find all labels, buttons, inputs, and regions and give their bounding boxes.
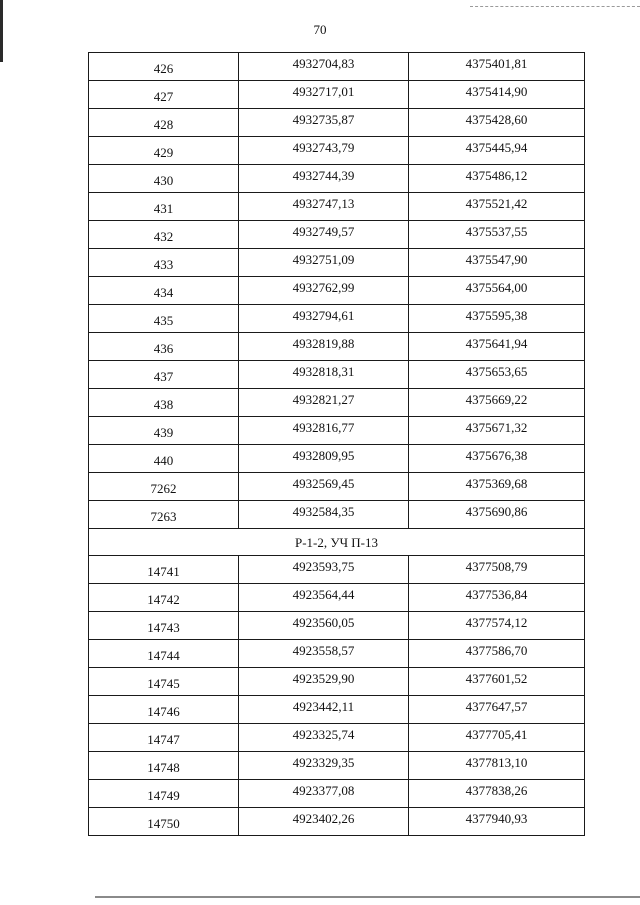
coordinate-x: 4932794,61 bbox=[239, 305, 409, 333]
table-row bbox=[89, 501, 585, 529]
table-row bbox=[89, 361, 585, 389]
point-number: 14746 bbox=[89, 696, 239, 724]
coordinate-y: 4377574,12 bbox=[409, 612, 585, 640]
table-row bbox=[89, 389, 585, 417]
coordinate-x: 4923560,05 bbox=[239, 612, 409, 640]
table-row bbox=[89, 473, 585, 501]
coordinate-x: 4932747,13 bbox=[239, 193, 409, 221]
point-number: 14747 bbox=[89, 724, 239, 752]
table-row bbox=[89, 752, 585, 780]
coordinate-x: 4932821,27 bbox=[239, 389, 409, 417]
coordinate-x: 4932751,09 bbox=[239, 249, 409, 277]
coordinate-x: 4932809,95 bbox=[239, 445, 409, 473]
table-row bbox=[89, 640, 585, 668]
coordinate-y: 4377705,41 bbox=[409, 724, 585, 752]
point-number: 428 bbox=[89, 109, 239, 137]
point-number: 431 bbox=[89, 193, 239, 221]
coordinate-y: 4375595,38 bbox=[409, 305, 585, 333]
coordinate-x: 4923402,26 bbox=[239, 808, 409, 836]
coordinate-x: 4923329,35 bbox=[239, 752, 409, 780]
table-row bbox=[89, 137, 585, 165]
point-number: 14749 bbox=[89, 780, 239, 808]
coordinate-y: 4375486,12 bbox=[409, 165, 585, 193]
point-number: 437 bbox=[89, 361, 239, 389]
coordinate-y: 4375401,81 bbox=[409, 53, 585, 81]
table-row bbox=[89, 780, 585, 808]
coordinate-y: 4375547,90 bbox=[409, 249, 585, 277]
point-number: 427 bbox=[89, 81, 239, 109]
coordinate-y: 4375414,90 bbox=[409, 81, 585, 109]
point-number: 7263 bbox=[89, 501, 239, 529]
table-row bbox=[89, 556, 585, 584]
coordinate-x: 4923593,75 bbox=[239, 556, 409, 584]
coordinate-y: 4375564,00 bbox=[409, 277, 585, 305]
coordinate-x: 4932816,77 bbox=[239, 417, 409, 445]
section-title: Р-1-2, УЧ П-13 bbox=[89, 529, 585, 556]
point-number: 434 bbox=[89, 277, 239, 305]
point-number: 429 bbox=[89, 137, 239, 165]
coordinate-x: 4932744,39 bbox=[239, 165, 409, 193]
coordinate-y: 4375428,60 bbox=[409, 109, 585, 137]
table-row bbox=[89, 584, 585, 612]
coordinate-y: 4375653,65 bbox=[409, 361, 585, 389]
point-number: 14748 bbox=[89, 752, 239, 780]
table-row bbox=[89, 165, 585, 193]
coordinate-x: 4932762,99 bbox=[239, 277, 409, 305]
table-row bbox=[89, 612, 585, 640]
coordinate-x: 4932818,31 bbox=[239, 361, 409, 389]
table-row bbox=[89, 277, 585, 305]
coordinate-y: 4375676,38 bbox=[409, 445, 585, 473]
page-number: 70 bbox=[313, 22, 327, 37]
coordinate-y: 4377586,70 bbox=[409, 640, 585, 668]
coordinate-x: 4932717,01 bbox=[239, 81, 409, 109]
coordinates-table bbox=[88, 52, 585, 836]
table-row bbox=[89, 81, 585, 109]
coordinate-x: 4923377,08 bbox=[239, 780, 409, 808]
coordinate-y: 4377838,26 bbox=[409, 780, 585, 808]
coordinate-y: 4377601,52 bbox=[409, 668, 585, 696]
point-number: 426 bbox=[89, 53, 239, 81]
coordinate-y: 4375369,68 bbox=[409, 473, 585, 501]
coordinate-y: 4377536,84 bbox=[409, 584, 585, 612]
scan-edge-top bbox=[470, 6, 640, 7]
table-row bbox=[89, 417, 585, 445]
point-number: 14745 bbox=[89, 668, 239, 696]
point-number: 432 bbox=[89, 221, 239, 249]
point-number: 14742 bbox=[89, 584, 239, 612]
table-row bbox=[89, 808, 585, 836]
table-row bbox=[89, 221, 585, 249]
coordinate-y: 4377508,79 bbox=[409, 556, 585, 584]
point-number: 438 bbox=[89, 389, 239, 417]
point-number: 433 bbox=[89, 249, 239, 277]
coordinate-x: 4923442,11 bbox=[239, 696, 409, 724]
coordinate-x: 4932704,83 bbox=[239, 53, 409, 81]
coordinate-x: 4932735,87 bbox=[239, 109, 409, 137]
coordinate-x: 4932743,79 bbox=[239, 137, 409, 165]
point-number: 440 bbox=[89, 445, 239, 473]
coordinates-table-body bbox=[89, 53, 585, 836]
table-row bbox=[89, 53, 585, 81]
coordinate-y: 4375537,55 bbox=[409, 221, 585, 249]
coordinate-y: 4377940,93 bbox=[409, 808, 585, 836]
coordinate-y: 4377647,57 bbox=[409, 696, 585, 724]
table-row bbox=[89, 193, 585, 221]
coordinate-y: 4375671,32 bbox=[409, 417, 585, 445]
coordinate-x: 4923529,90 bbox=[239, 668, 409, 696]
table-row bbox=[89, 445, 585, 473]
point-number: 14741 bbox=[89, 556, 239, 584]
point-number: 435 bbox=[89, 305, 239, 333]
coordinate-x: 4932584,35 bbox=[239, 501, 409, 529]
table-row bbox=[89, 668, 585, 696]
coordinate-x: 4932569,45 bbox=[239, 473, 409, 501]
table-row bbox=[89, 333, 585, 361]
coordinate-y: 4375521,42 bbox=[409, 193, 585, 221]
table-row bbox=[89, 724, 585, 752]
coordinate-x: 4923558,57 bbox=[239, 640, 409, 668]
point-number: 430 bbox=[89, 165, 239, 193]
point-number: 7262 bbox=[89, 473, 239, 501]
scan-edge-bottom bbox=[95, 896, 640, 898]
table-row bbox=[89, 696, 585, 724]
table-row bbox=[89, 249, 585, 277]
coordinate-x: 4932819,88 bbox=[239, 333, 409, 361]
coordinate-x: 4923564,44 bbox=[239, 584, 409, 612]
coordinate-y: 4377813,10 bbox=[409, 752, 585, 780]
coordinate-y: 4375690,86 bbox=[409, 501, 585, 529]
coordinate-y: 4375445,94 bbox=[409, 137, 585, 165]
coordinate-y: 4375669,22 bbox=[409, 389, 585, 417]
point-number: 439 bbox=[89, 417, 239, 445]
coordinate-x: 4923325,74 bbox=[239, 724, 409, 752]
section-header-row bbox=[89, 529, 585, 556]
point-number: 14744 bbox=[89, 640, 239, 668]
point-number: 14743 bbox=[89, 612, 239, 640]
point-number: 436 bbox=[89, 333, 239, 361]
coordinate-x: 4932749,57 bbox=[239, 221, 409, 249]
coordinate-y: 4375641,94 bbox=[409, 333, 585, 361]
table-row bbox=[89, 305, 585, 333]
table-row bbox=[89, 109, 585, 137]
point-number: 14750 bbox=[89, 808, 239, 836]
